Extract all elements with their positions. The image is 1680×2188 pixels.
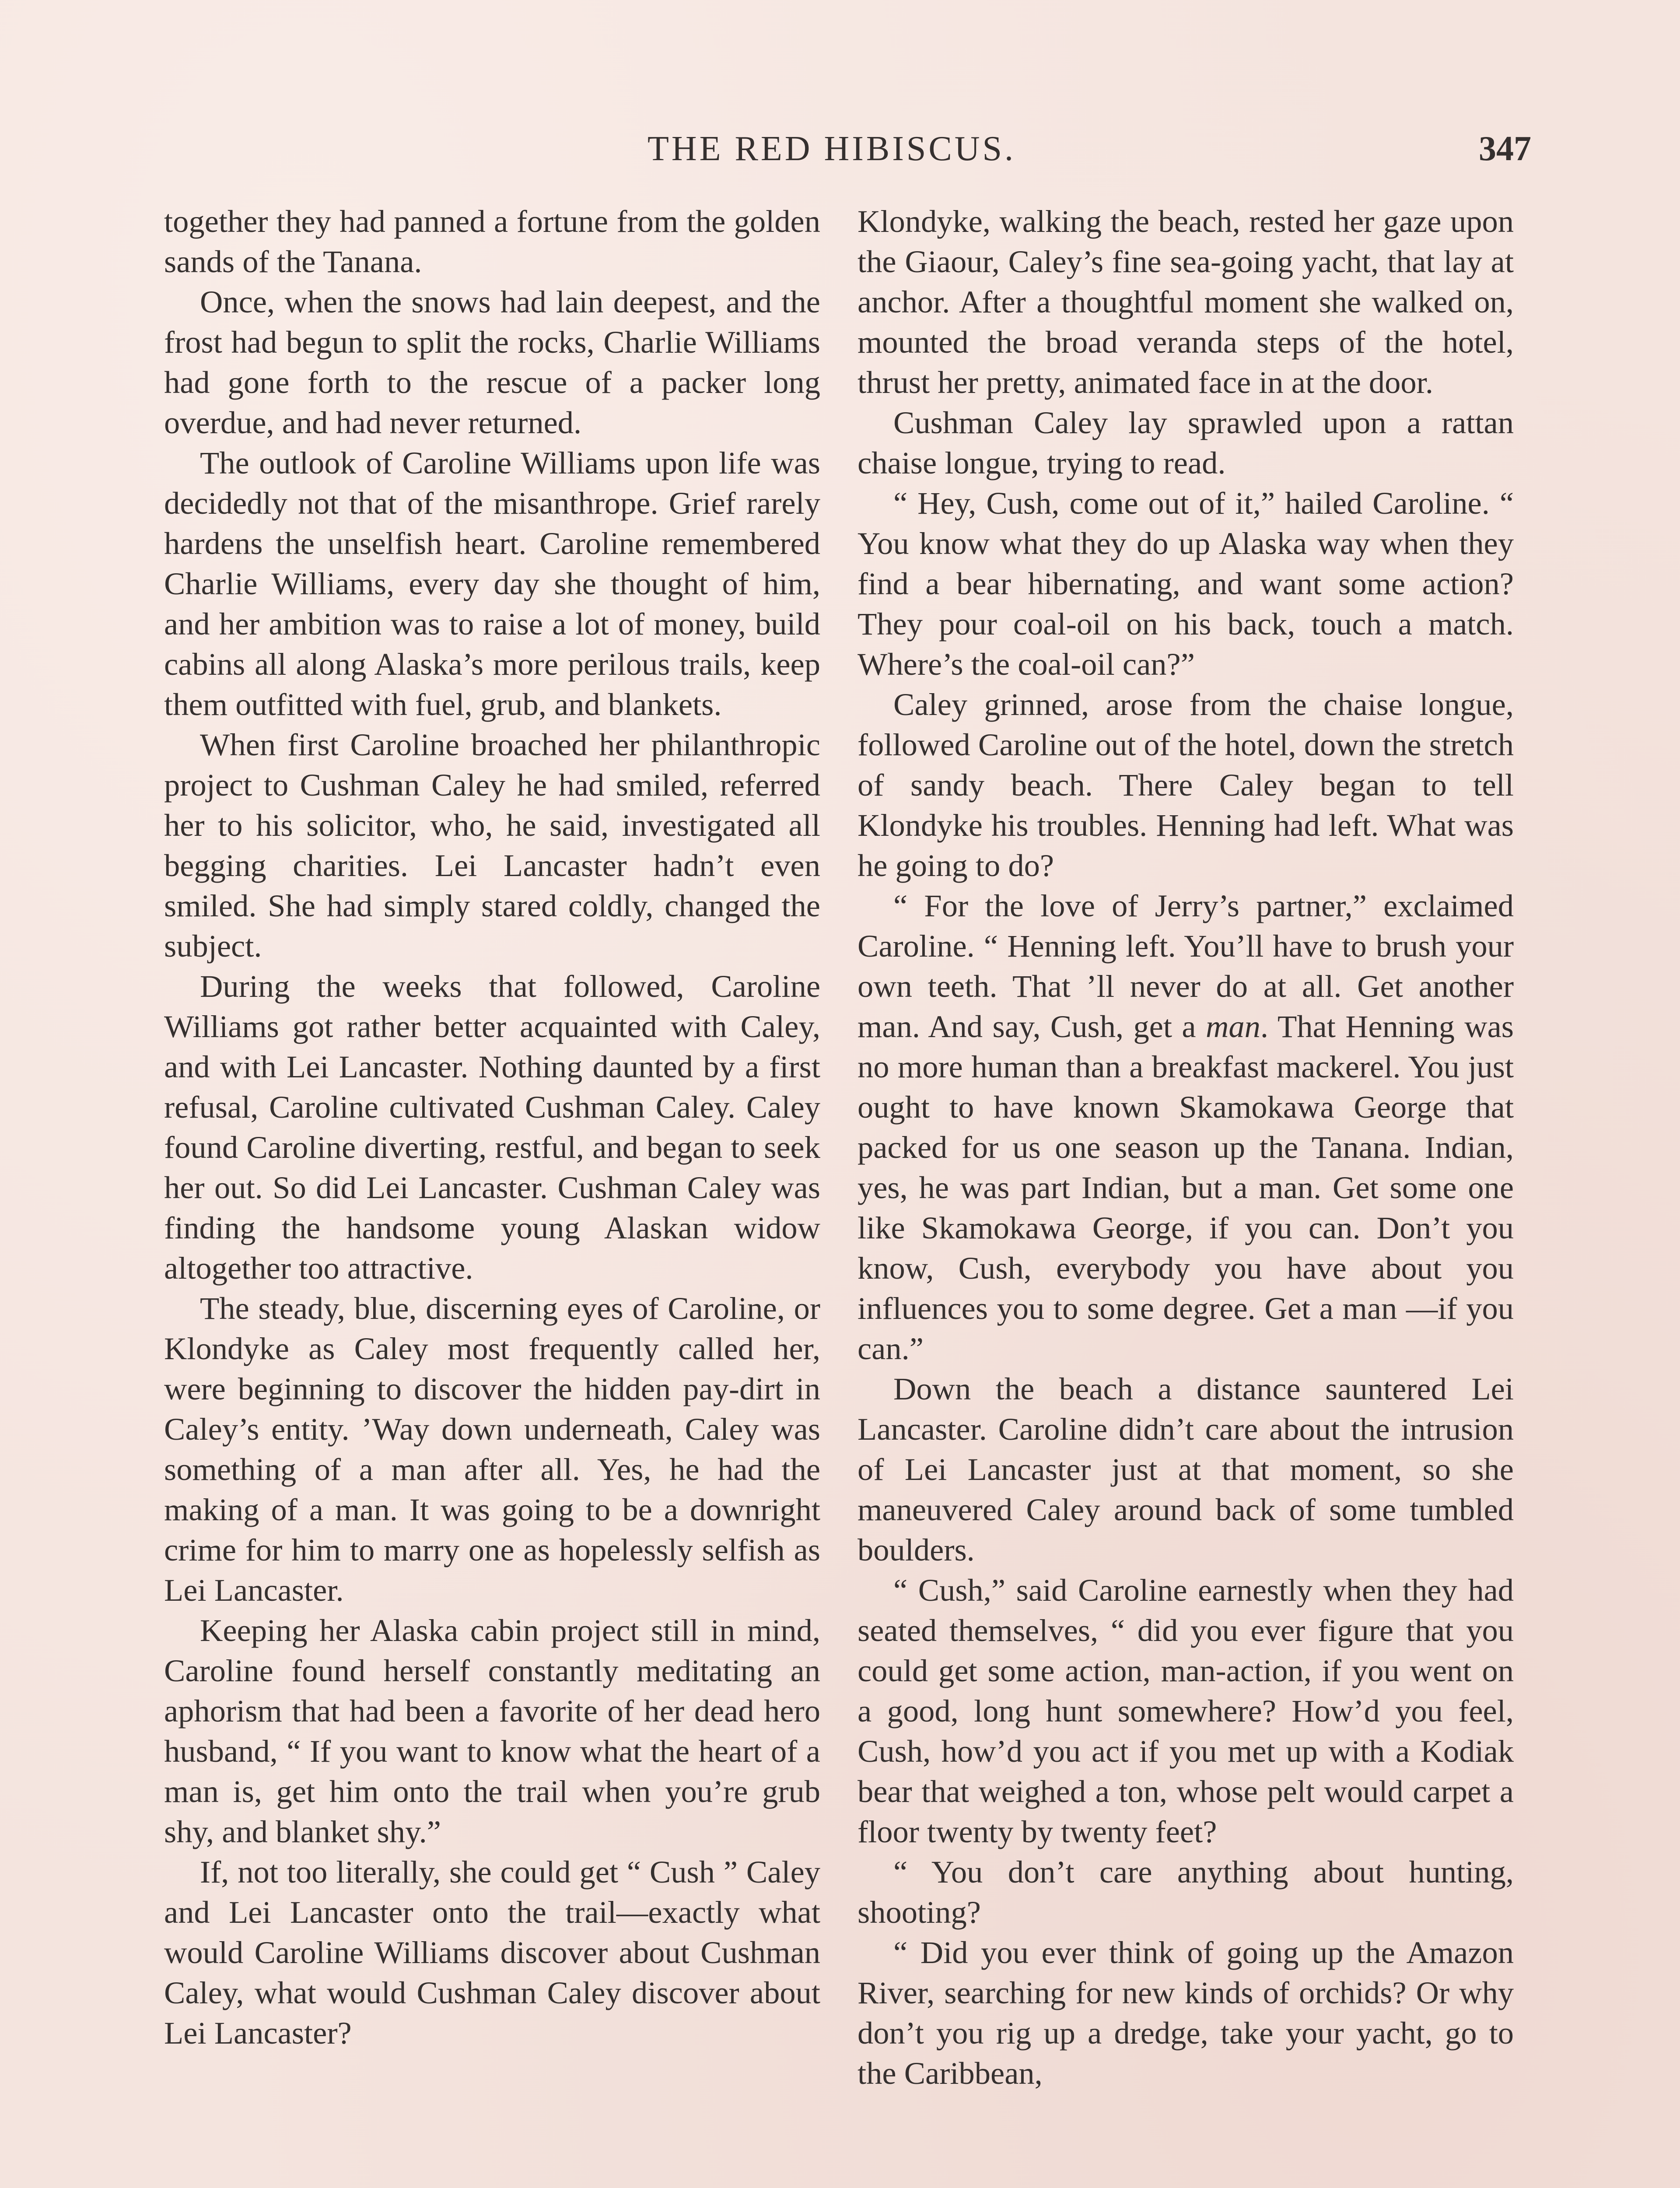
- paragraph: During the weeks that followed, Caroline Williams got rather better acquainted with Caley, and with Lei Lancaster. Nothing daunted by a first refusal, Caroline cultivated Cushman Caley. Caley found Caroline diverting, restful, and began to seek her out. So did Lei Lancaster. Cushman Caley was finding the handsome young Alaskan widow altogether too attractive.: [164, 968, 820, 1286]
- right-column: [858, 201, 1514, 2093]
- left-column: [164, 201, 820, 2053]
- text-run: “ For the love of Jerry’s partner,” exclaimed Caroline. “ Henning left. You’ll have to brush your own teeth. That ’ll never do at all. Get another man. And say, Cush, get a: [858, 888, 1514, 1044]
- paragraph: “ Hey, Cush, come out of it,” hailed Caroline. “ You know what they do up Alaska way when they find a bear hibernating, and want some action? They pour coal-oil on his back, touch a match. Where’s the coal-oil can?”: [858, 485, 1514, 682]
- paragraph: When first Caroline broached her philanthropic project to Cushman Caley he had smiled, referred her to his solicitor, who, he said, investigated all begging charities. Lei Lancaster hadn’t even smiled. She had simply stared coldly, changed the subject.: [164, 727, 820, 964]
- italic-word: man: [1205, 1009, 1260, 1044]
- page-header: [158, 127, 1531, 179]
- page-number: 347: [1479, 130, 1531, 168]
- paragraph: “ Did you ever think of going up the Amazon River, searching for new kinds of orchids? Or why don’t you rig up a dredge, take your yacht, go to the Caribbean,: [858, 1935, 1514, 2091]
- paragraph: Klondyke, walking the beach, rested her gaze upon the Giaour, Caley’s fine sea-going yacht, that lay at anchor. After a thoughtful moment she walked on, mounted the broad veranda steps of the hotel, thrust her pretty, animated face in at the door.: [858, 203, 1514, 400]
- paragraph: If, not too literally, she could get “ Cush ” Caley and Lei Lancaster onto the trail—exactly what would Caroline Williams discover about Cushman Caley, what would Cushman Caley discover about Lei Lancaster?: [164, 1854, 820, 2051]
- paragraph: “ Cush,” said Caroline earnestly when they had seated themselves, “ did you ever figure that you could get some action, man-action, if you went on a good, long hunt somewhere? How’d you feel, Cush, how’d you act if you met up with a Kodiak bear that weighed a ton, whose pelt would carpet a floor twenty by twenty feet?: [858, 1572, 1514, 1849]
- paragraph: Cushman Caley lay sprawled upon a rattan chaise longue, trying to read.: [858, 405, 1514, 480]
- text-run: . That Henning was no more human than a breakfast mackerel. You just ought to have known Skamokawa George that packed for us one season up the Tanana. Indian, yes, he was part Indian, but a man. Get some one like Skamokawa George, if you can. Don’t you know, Cush, everybody you have about you influences you to some degree. Get a man —if you can.”: [858, 1009, 1514, 1366]
- paragraph: The outlook of Caroline Williams upon life was decidedly not that of the misanthrope. Grief rarely hardens the unselfish heart. Caroline remembered Charlie Williams, every day she thought of him, and her ambition was to raise a lot of money, build cabins all along Alaska’s more perilous trails, keep them outfitted with fuel, grub, and blankets.: [164, 445, 820, 722]
- paragraph: Keeping her Alaska cabin project still in mind, Caroline found herself constantly meditating an aphorism that had been a favorite of her dead hero husband, “ If you want to know what the heart of a man is, get him onto the trail when you’re grub shy, and blanket shy.”: [164, 1613, 820, 1849]
- paragraph: Once, when the snows had lain deepest, and the frost had begun to split the rocks, Charlie Williams had gone forth to the rescue of a packer long overdue, and had never returned.: [164, 284, 820, 440]
- running-head: THE RED HIBISCUS.: [648, 130, 1016, 168]
- paragraph: The steady, blue, discerning eyes of Caroline, or Klondyke as Caley most frequently called her, were beginning to discover the hidden pay-dirt in Caley’s entity. ’Way down underneath, Caley was something of a man after all. Yes, he had the making of a man. It was going to be a downright crime for him to marry one as hopelessly selfish as Lei Lancaster.: [164, 1290, 820, 1608]
- paragraph: Caley grinned, arose from the chaise longue, followed Caroline out of the hotel, down the stretch of sandy beach. There Caley began to tell Klondyke his troubles. Henning had left. What was he going to do?: [858, 687, 1514, 883]
- paragraph: [858, 886, 1514, 1369]
- paragraph: Down the beach a distance sauntered Lei Lancaster. Caroline didn’t care about the intrusion of Lei Lancaster just at that moment, so she maneuvered Caley around back of some tumbled boulders.: [858, 1371, 1514, 1567]
- paragraph: “ You don’t care anything about hunting, shooting?: [858, 1854, 1514, 1930]
- paragraph: together they had panned a fortune from the golden sands of the Tanana.: [164, 203, 820, 279]
